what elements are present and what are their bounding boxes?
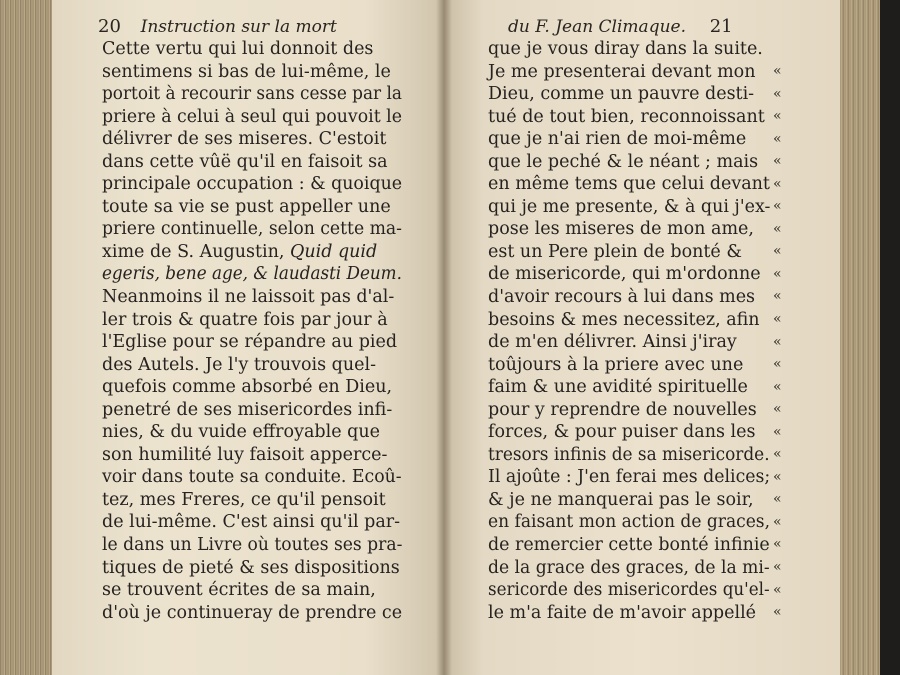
right-text-line: le m'a faite de m'avoir appellé [488,602,757,623]
left-text-line: priere à celui à seul qui pouvoit le [102,106,402,127]
quotation-mark: « [773,63,782,79]
quotation-mark: « [773,513,782,530]
background-shadow [880,0,900,675]
left-text-line: Cette vertu qui lui donnoit des [102,39,374,59]
quotation-mark: « [773,446,782,463]
quotation-mark: « [773,153,782,170]
quotation-mark: « [773,85,782,102]
left-page-text [102,38,402,624]
right-text-line: Dieu, comme un pauvre desti- [488,84,755,105]
right-text-line: que je vous diray dans la suite. [488,39,763,59]
quotation-mark: « [773,356,782,373]
right-text-line: de m'en délivrer. Ainsi j'iray [488,332,737,353]
right-text-line: pose les miseres de mon ame, [488,219,754,240]
left-text-line: le dans un Livre où toutes ses pra- [102,535,403,556]
right-text-line: forces, & pour puiser dans les [488,422,756,443]
quotation-mark: « [773,265,782,282]
left-page-edges [0,0,52,675]
left-text-line: ler trois & quatre fois par jour à [102,309,388,330]
right-text-line: Il ajoûte : J'en ferai mes delices; [488,467,771,488]
right-text-line: sericorde des misericordes qu'el- [488,580,770,601]
right-text-line: & je ne manquerai pas le soir, [488,489,754,510]
quotation-mark: « [773,559,782,576]
left-text-line: voir dans toute sa conduite. Ecoû- [102,467,402,488]
quotation-mark: « [773,581,782,598]
right-text-line: tué de tout bien, reconnoissant [488,106,765,127]
quotation-mark: « [773,491,782,508]
right-text-line: toûjours à la priere avec une [488,354,744,375]
right-text-line: besoins & mes necessitez, afin [488,309,760,330]
quotation-mark: « [773,311,782,328]
quotation-mark: « [773,536,782,553]
right-text-line: de la grace des graces, de la mi- [488,557,770,578]
quotation-mark: « [773,378,782,395]
left-text-line: dans cette vûë qu'il en faisoit sa [102,151,388,172]
right-text-line: en même tems que celui devant [488,174,770,195]
left-running-title: Instruction sur la mort [140,17,337,37]
quotation-mark: « [773,175,782,192]
right-text-line: de misericorde, qui m'ordonne [488,264,761,285]
right-text-line: pour y reprendre de nouvelles [488,399,757,420]
right-text-line: en faisant mon action de graces, [488,512,770,533]
quotation-mark: « [773,401,782,418]
quotation-mark: « [773,130,782,147]
left-text-line: xime de S. Augustin, Quid quid [102,241,378,262]
quotation-mark: « [773,220,782,237]
quotation-mark: « [773,333,782,350]
quotation-mark: « [773,243,782,260]
quotation-mark: « [773,423,782,440]
left-text-line: portoit à recourir sans cesse par la [102,84,402,105]
left-text-line: sentimens si bas de lui-même, le [102,61,391,82]
left-text-line: de lui-même. C'est ainsi qu'il par- [102,512,401,533]
right-running-title: du F. Jean Climaque. [508,17,686,37]
right-text-line: Je me presenterai devant mon [488,61,756,82]
right-running-head [508,16,780,38]
right-text-line: que le peché & le néant ; mais [488,151,759,172]
right-text-line: est un Pere plein de bonté & [488,241,742,262]
quotation-mark: « [773,468,782,485]
right-text-line: de remercier cette bonté infinie [488,535,770,556]
right-text-line: faim & une avidité spirituelle [488,377,748,398]
left-text-line: d'où je continueray de prendre ce [102,602,403,623]
right-text-line: que je n'ai rien de moi-même [488,129,747,150]
left-text-line: priere continuelle, selon cette ma- [102,219,403,240]
left-text-line: egeris, bene age, & laudasti Deum. [102,264,402,285]
left-text-line: tez, mes Freres, ce qu'il pensoit [102,489,386,510]
quotation-marks-column [773,60,789,624]
left-text-line: nies, & du vuide effroyable que [102,422,380,443]
left-text-line: Neanmoins il ne laissoit pas d'al- [102,287,395,308]
left-text-line: toute sa vie se pust appeller une [102,196,391,217]
right-page-text [488,38,770,624]
left-text-line: principale occupation : & quoique [102,174,403,195]
left-text-line: tiques de pieté & ses dispositions [102,557,400,578]
quotation-mark: « [773,604,782,621]
right-text-line: d'avoir recours à lui dans mes [488,287,756,308]
left-text-line: délivrer de ses miseres. C'estoit [102,129,387,150]
right-page-number: 21 [709,16,733,37]
quotation-mark: « [773,288,782,305]
left-text-line: son humilité luy faisoit apperce- [102,444,388,465]
right-text-line: tresors infinis de sa misericorde. [488,444,770,465]
book-gutter [436,0,452,675]
left-text-line: se trouvent écrites de sa main, [102,580,376,601]
left-running-head [98,16,400,38]
left-text-line: quefois comme absorbé en Dieu, [102,377,393,398]
right-text-line: qui je me presente, & à qui j'ex- [488,196,771,217]
left-text-line: des Autels. Je l'y trouvois quel- [102,354,377,375]
quotation-mark: « [773,108,782,125]
quotation-mark: « [773,198,782,215]
left-text-line: penetré de ses misericordes infi- [102,399,393,420]
left-page-number: 20 [98,16,121,37]
left-text-line: l'Eglise pour se répandre au pied [102,332,398,353]
